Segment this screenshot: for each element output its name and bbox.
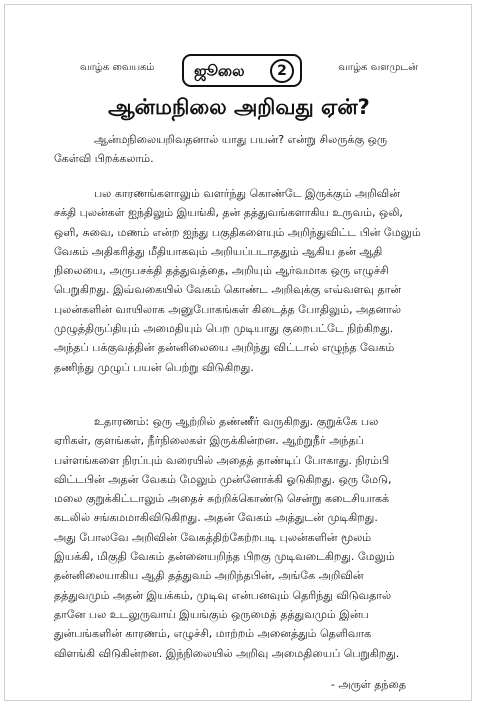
text-line: முழுத்திருப்தியும் அமைதியும் பெற முடியாது குறைபட்டே நிற்கிறது. bbox=[54, 322, 394, 336]
author-signature: - அருள் தந்தை bbox=[330, 678, 406, 691]
paragraph-1 bbox=[54, 184, 464, 377]
text-line: ஒளி, சுவை, மணம் என்ற ஐந்து பகுதிகளையும் அறிந்துவிட்ட பின் மேலும் bbox=[54, 225, 421, 239]
month-label: ஜூலை bbox=[194, 62, 245, 80]
text-line: அது போலவே அறிவின் வேகத்திற்கேற்றபடி புலன்களின் மூலம் bbox=[54, 530, 372, 544]
text-line: ஏரிகள், குளங்கள், நீர்நிலைகள் இருக்கின்றன. ஆற்றுநீர் அந்தப் bbox=[54, 434, 364, 448]
text-line: பல காரணங்களாலும் வளர்ந்து கொண்டே இருக்கும் அறிவின் bbox=[94, 187, 400, 200]
text-line: சக்தி புலன்கள் ஐந்திலும் இயங்கி, தன் தத்துவங்களாகிய உருவம், ஒலி, bbox=[54, 206, 403, 220]
text-line: விட்டபின் அதன் வேகம் மேலும் முன்னோக்கி ஓடுகிறது. ஒரு மேடு, bbox=[54, 472, 392, 486]
date-box bbox=[182, 54, 302, 87]
text-line: கடலில் சங்கமமாகிவிடுகிறது. அதன் வேகம் அத்துடன் முடிகிறது. bbox=[54, 511, 378, 525]
text-line: விளங்கி விடுகின்றன. இந்நிலையில் அறிவு அமைதியைப் பெறுகிறது. bbox=[54, 646, 400, 660]
text-line: கேள்வி பிறக்கலாம். bbox=[54, 152, 154, 166]
text-line: புலன்களின் வாயிலாக அனுபோகங்கள் கிடைத்த போதிலும், அதனால் bbox=[54, 302, 402, 316]
text-line: துன்பங்களின் காரணம், எழுச்சி, மாற்றம் அனைத்தும் தெளிவாக bbox=[54, 627, 372, 641]
text-line: ஆன்மநிலையறிவதனால் யாது பயன்? என்று சிலருக்கு ஒரு bbox=[94, 133, 388, 146]
text-line: தானே பல உடலுருவாய் இயங்கும் ஒருமைத் தத்துவமும் இன்ப bbox=[54, 607, 369, 621]
text-line: தணிந்து முழுப் பயன் பெற்று விடுகிறது. bbox=[54, 360, 254, 374]
text-line: இயக்கி, மிகுதி வேகம் தன்னையறிந்த பிறகு முடிவடைகிறது. மேலும் bbox=[54, 550, 395, 564]
day-number: 2 bbox=[270, 59, 294, 83]
page-title: ஆன்மநிலை அறிவது ஏன்? bbox=[108, 95, 370, 119]
text-line: தன்னிலையாகிய ஆதி தத்துவம் அறிந்தபின், அங்கே அறிவின் bbox=[54, 569, 364, 583]
paragraph-2 bbox=[54, 412, 464, 663]
text-line: வேகம் அதிகரித்து மீதியாகவும் அறியப்படாததும் ஆகிய தன் ஆதி bbox=[54, 244, 383, 258]
text-line: மலை குறுக்கிட்டாலும் அதைச் சுற்றிக்கொண்டு சென்று கடைசியாகக் bbox=[54, 492, 390, 506]
text-line: நிலையை, அருபசக்தி தத்துவத்தை, அறியும் ஆர்வமாக ஒரு எழுச்சி bbox=[54, 264, 389, 278]
intro-paragraph bbox=[54, 130, 464, 169]
text-line: அந்தப் பக்குவத்தின் தன்னிலையை அறிந்து விட்டால் எழுந்த வேகம் bbox=[54, 341, 395, 355]
text-line: தத்துவமும் அதன் இயக்கம், முடிவு என்பனவும் தெரிந்து விடுவதால் bbox=[54, 588, 392, 602]
text-line: பள்ளங்களை நிரப்பும் வரையில் அதைத் தாண்டிப் போகாது. நிரம்பி bbox=[54, 453, 390, 467]
header-greeting-left: வாழ்க வையகம் bbox=[80, 62, 155, 73]
text-line: உதாரணம்: ஒரு ஆற்றில் தண்ணீர் வருகிறது. குறுக்கே பல bbox=[94, 415, 379, 428]
header-greeting-right: வாழ்க வளமுடன் bbox=[338, 62, 418, 73]
text-line: பெறுகிறது. இவ்வகையில் வேகம் கொண்ட அறிவுக்கு எவ்வளவு தான் bbox=[54, 283, 402, 297]
